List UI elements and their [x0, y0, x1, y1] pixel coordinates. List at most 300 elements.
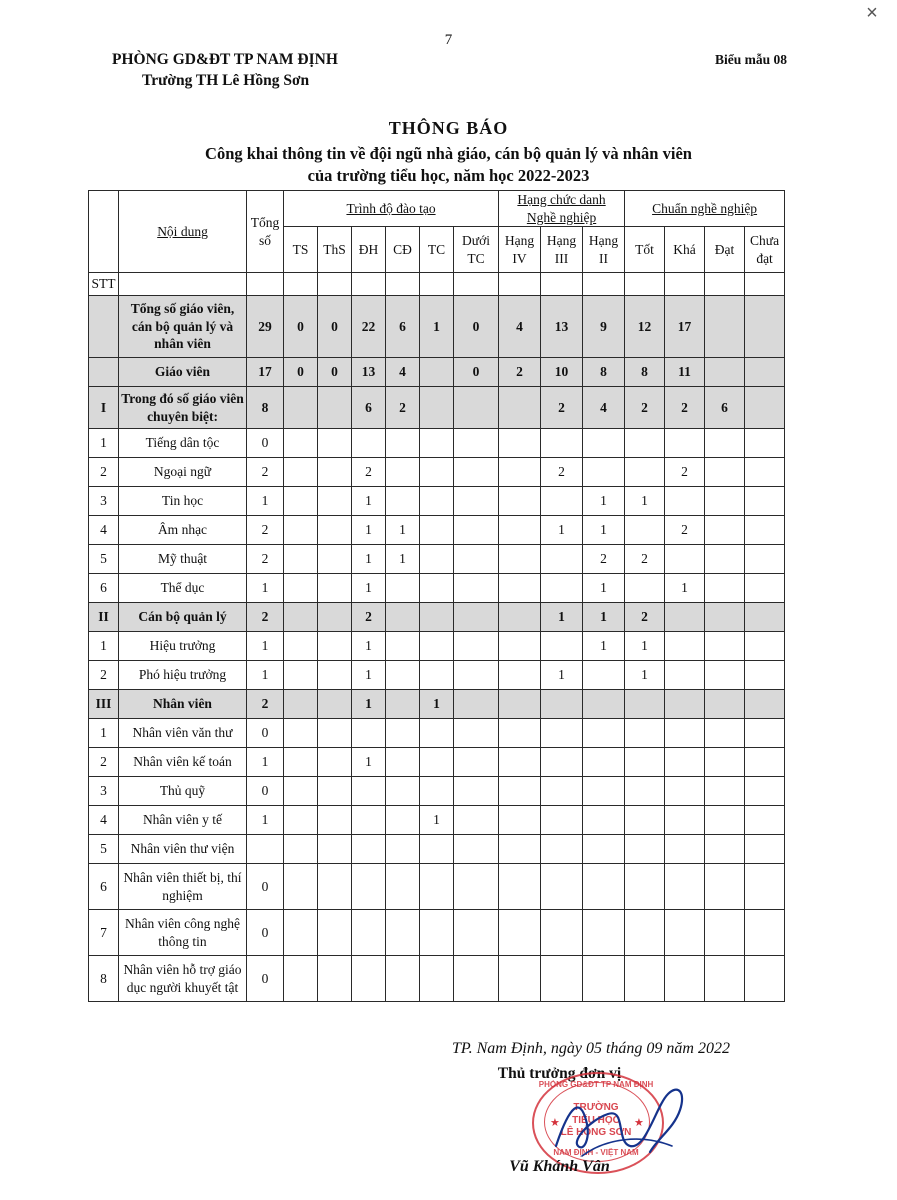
- header-spacer-chuadat: [745, 273, 785, 296]
- page-number: 7: [444, 32, 453, 48]
- cell-hang3: 1: [541, 661, 583, 690]
- cell-kha: [665, 545, 705, 574]
- table-row: [89, 777, 785, 806]
- cell-noidung: Nhân viên: [119, 690, 247, 719]
- header-cell-chuannghe: Chuẩn nghề nghiệp: [625, 191, 785, 227]
- cell-kha: [665, 910, 705, 956]
- page-subtitle: [0, 143, 897, 188]
- cell-ts: [284, 545, 318, 574]
- cell-ts: [284, 719, 318, 748]
- cell-kha: 1: [665, 574, 705, 603]
- cell-duoitc: [454, 632, 499, 661]
- cell-cd: [386, 777, 420, 806]
- header-spacer-tot: [625, 273, 665, 296]
- cell-tot: 12: [625, 296, 665, 358]
- cell-cd: 1: [386, 545, 420, 574]
- cell-ts: [284, 387, 318, 429]
- cell-hang2: 2: [583, 545, 625, 574]
- cell-tongso: 1: [247, 487, 284, 516]
- cell-dh: [352, 956, 386, 1002]
- cell-duoitc: [454, 719, 499, 748]
- cell-ths: [318, 748, 352, 777]
- cell-kha: [665, 603, 705, 632]
- cell-stt: 2: [89, 458, 119, 487]
- table-row: [89, 358, 785, 387]
- header-cell-stt: STT: [89, 273, 119, 296]
- cell-hang4: [499, 719, 541, 748]
- cell-stt: 7: [89, 910, 119, 956]
- cell-tc: [420, 358, 454, 387]
- cell-hang3: 2: [541, 458, 583, 487]
- cell-stt: I: [89, 387, 119, 429]
- cell-dat: [705, 429, 745, 458]
- cell-stt: 5: [89, 545, 119, 574]
- cell-stt: 1: [89, 632, 119, 661]
- cell-hang4: [499, 661, 541, 690]
- organization-header: [112, 50, 338, 92]
- cell-chuadat: [745, 719, 785, 748]
- cell-tot: 1: [625, 487, 665, 516]
- cell-tongso: 1: [247, 806, 284, 835]
- cell-dat: [705, 910, 745, 956]
- cell-hang3: [541, 777, 583, 806]
- cell-kha: [665, 864, 705, 910]
- cell-dat: [705, 835, 745, 864]
- cell-tongso: 2: [247, 690, 284, 719]
- cell-dat: [705, 748, 745, 777]
- cell-hang2: [583, 748, 625, 777]
- table-row: [89, 748, 785, 777]
- table-row: [89, 603, 785, 632]
- table-row: [89, 719, 785, 748]
- cell-hang2: 4: [583, 387, 625, 429]
- cell-hang4: [499, 458, 541, 487]
- cell-hang3: [541, 748, 583, 777]
- table-row: [89, 864, 785, 910]
- cell-tot: [625, 748, 665, 777]
- cell-tc: [420, 487, 454, 516]
- cell-ths: 0: [318, 296, 352, 358]
- cell-duoitc: 0: [454, 296, 499, 358]
- header-spacer-dh: [352, 273, 386, 296]
- cell-hang2: 1: [583, 603, 625, 632]
- cell-ts: [284, 956, 318, 1002]
- stamp-center-line-1: TRƯỜNG: [573, 1102, 619, 1113]
- cell-ths: [318, 661, 352, 690]
- header-spacer-ths: [318, 273, 352, 296]
- cell-hang2: [583, 910, 625, 956]
- signatory-role: Thủ trưởng đơn vị: [497, 1065, 622, 1082]
- cell-hang4: [499, 574, 541, 603]
- cell-hang2: 9: [583, 296, 625, 358]
- cell-ths: [318, 458, 352, 487]
- cell-tot: [625, 429, 665, 458]
- cell-chuadat: [745, 603, 785, 632]
- table-row: [89, 429, 785, 458]
- cell-tongso: 1: [247, 632, 284, 661]
- cell-cd: [386, 864, 420, 910]
- header-cell-hang3: Hạng III: [541, 227, 583, 273]
- cell-ts: 0: [284, 358, 318, 387]
- close-icon[interactable]: ×: [866, 2, 878, 24]
- cell-dh: 22: [352, 296, 386, 358]
- cell-ts: [284, 574, 318, 603]
- cell-ths: [318, 777, 352, 806]
- cell-tongso: 1: [247, 661, 284, 690]
- cell-stt: 3: [89, 487, 119, 516]
- cell-noidung: Thủ quỹ: [119, 777, 247, 806]
- cell-tot: 2: [625, 387, 665, 429]
- cell-tongso: 2: [247, 545, 284, 574]
- cell-hang3: [541, 719, 583, 748]
- table-row: [89, 458, 785, 487]
- cell-hang2: 1: [583, 487, 625, 516]
- cell-hang3: [541, 864, 583, 910]
- cell-chuadat: [745, 910, 785, 956]
- cell-hang4: 2: [499, 358, 541, 387]
- cell-ts: [284, 458, 318, 487]
- cell-kha: [665, 835, 705, 864]
- cell-tc: [420, 835, 454, 864]
- cell-tc: 1: [420, 690, 454, 719]
- cell-ts: [284, 748, 318, 777]
- cell-ths: [318, 487, 352, 516]
- table-row: [89, 516, 785, 545]
- cell-stt: 1: [89, 429, 119, 458]
- cell-ths: [318, 632, 352, 661]
- cell-hang2: [583, 429, 625, 458]
- cell-ts: [284, 632, 318, 661]
- cell-hang3: [541, 910, 583, 956]
- cell-stt: 2: [89, 748, 119, 777]
- cell-tc: 1: [420, 806, 454, 835]
- cell-ths: [318, 690, 352, 719]
- cell-dat: [705, 632, 745, 661]
- cell-tongso: 2: [247, 516, 284, 545]
- cell-cd: [386, 910, 420, 956]
- cell-chuadat: [745, 632, 785, 661]
- cell-cd: 2: [386, 387, 420, 429]
- cell-stt: 8: [89, 956, 119, 1002]
- header-cell-kha: Khá: [665, 227, 705, 273]
- table-row: [89, 690, 785, 719]
- cell-ths: [318, 910, 352, 956]
- cell-tongso: 0: [247, 777, 284, 806]
- cell-duoitc: [454, 574, 499, 603]
- cell-kha: [665, 806, 705, 835]
- cell-tot: 2: [625, 603, 665, 632]
- cell-tc: [420, 956, 454, 1002]
- page-subtitle-line-2: của trường tiểu học, năm học 2022-2023: [307, 166, 590, 186]
- cell-hang4: [499, 632, 541, 661]
- cell-hang2: [583, 806, 625, 835]
- cell-hang2: 8: [583, 358, 625, 387]
- cell-tc: [420, 910, 454, 956]
- cell-hang3: [541, 487, 583, 516]
- cell-hang2: [583, 835, 625, 864]
- cell-tc: [420, 777, 454, 806]
- cell-duoitc: [454, 835, 499, 864]
- cell-stt: [89, 358, 119, 387]
- cell-dh: [352, 835, 386, 864]
- cell-chuadat: [745, 296, 785, 358]
- title-block: [0, 118, 897, 188]
- cell-tongso: 0: [247, 429, 284, 458]
- cell-ts: [284, 777, 318, 806]
- cell-tongso: 8: [247, 387, 284, 429]
- cell-noidung: Giáo viên: [119, 358, 247, 387]
- stamp-center-line-2: TIỂU HỌC: [572, 1114, 620, 1126]
- cell-dh: 1: [352, 748, 386, 777]
- cell-noidung: Thể dục: [119, 574, 247, 603]
- cell-noidung: Nhân viên hỗ trợ giáo dục người khuyết tật: [119, 956, 247, 1002]
- cell-cd: [386, 719, 420, 748]
- cell-dat: 6: [705, 387, 745, 429]
- cell-stt: 6: [89, 574, 119, 603]
- table-row: [89, 574, 785, 603]
- cell-duoitc: [454, 690, 499, 719]
- cell-hang4: [499, 429, 541, 458]
- cell-duoitc: [454, 429, 499, 458]
- cell-cd: [386, 748, 420, 777]
- page-title: THÔNG BÁO: [388, 118, 509, 138]
- cell-noidung: Nhân viên công nghệ thông tin: [119, 910, 247, 956]
- cell-ths: [318, 719, 352, 748]
- signature-date: TP. Nam Định, ngày 05 tháng 09 năm 2022: [452, 1040, 730, 1057]
- cell-kha: [665, 719, 705, 748]
- header-spacer-tongso: [247, 273, 284, 296]
- cell-tongso: 0: [247, 719, 284, 748]
- cell-ths: [318, 806, 352, 835]
- cell-chuadat: [745, 777, 785, 806]
- cell-hang3: 2: [541, 387, 583, 429]
- cell-hang4: [499, 387, 541, 429]
- cell-ts: [284, 806, 318, 835]
- cell-tc: [420, 719, 454, 748]
- stamp-star-right-icon: ★: [634, 1117, 644, 1129]
- cell-duoitc: [454, 864, 499, 910]
- cell-tc: [420, 632, 454, 661]
- stamp-bottom-text: NAM ĐỊNH - VIỆT NAM: [553, 1148, 639, 1157]
- header-cell-cd: CĐ: [386, 227, 420, 273]
- cell-kha: 2: [665, 387, 705, 429]
- cell-cd: 1: [386, 516, 420, 545]
- organization-line-1: PHÒNG GD&ĐT TP NAM ĐỊNH: [112, 51, 338, 68]
- cell-duoitc: [454, 516, 499, 545]
- cell-duoitc: 0: [454, 358, 499, 387]
- cell-cd: 6: [386, 296, 420, 358]
- cell-kha: [665, 777, 705, 806]
- cell-chuadat: [745, 516, 785, 545]
- cell-hang4: [499, 487, 541, 516]
- cell-ts: [284, 487, 318, 516]
- cell-hang2: 1: [583, 632, 625, 661]
- header-spacer-dat: [705, 273, 745, 296]
- cell-tc: [420, 864, 454, 910]
- cell-chuadat: [745, 458, 785, 487]
- cell-chuadat: [745, 545, 785, 574]
- cell-noidung: Cán bộ quản lý: [119, 603, 247, 632]
- cell-stt: 3: [89, 777, 119, 806]
- cell-stt: 5: [89, 835, 119, 864]
- cell-dat: [705, 545, 745, 574]
- cell-ts: [284, 835, 318, 864]
- cell-dh: 1: [352, 545, 386, 574]
- cell-cd: [386, 603, 420, 632]
- cell-stt: [89, 296, 119, 358]
- cell-tc: [420, 458, 454, 487]
- cell-hang4: [499, 956, 541, 1002]
- cell-hang4: [499, 545, 541, 574]
- header-cell-trinhdo: Trình độ đào tạo: [284, 191, 499, 227]
- cell-tc: [420, 545, 454, 574]
- table-header-group-row: [89, 191, 785, 227]
- header-spacer-noidung: [119, 273, 247, 296]
- cell-chuadat: [745, 429, 785, 458]
- cell-ths: [318, 429, 352, 458]
- cell-noidung: Trong đó số giáo viên chuyên biệt:: [119, 387, 247, 429]
- cell-dh: 1: [352, 516, 386, 545]
- cell-duoitc: [454, 387, 499, 429]
- cell-chuadat: [745, 358, 785, 387]
- cell-dh: [352, 719, 386, 748]
- cell-tot: [625, 777, 665, 806]
- cell-dat: [705, 487, 745, 516]
- stamp-star-left-icon: ★: [550, 1117, 560, 1129]
- cell-hang3: [541, 429, 583, 458]
- cell-cd: [386, 458, 420, 487]
- cell-ts: [284, 690, 318, 719]
- cell-chuadat: [745, 864, 785, 910]
- cell-dh: 13: [352, 358, 386, 387]
- cell-kha: [665, 956, 705, 1002]
- cell-hang4: 4: [499, 296, 541, 358]
- cell-tot: [625, 516, 665, 545]
- cell-tc: [420, 748, 454, 777]
- cell-hang3: [541, 956, 583, 1002]
- cell-noidung: Nhân viên văn thư: [119, 719, 247, 748]
- organization-line-2: Trường TH Lê Hồng Sơn: [142, 71, 310, 89]
- header-spacer-hang3: [541, 273, 583, 296]
- cell-stt: 4: [89, 516, 119, 545]
- cell-tc: [420, 429, 454, 458]
- cell-tongso: 29: [247, 296, 284, 358]
- cell-hang2: [583, 777, 625, 806]
- cell-tot: [625, 458, 665, 487]
- cell-tc: [420, 574, 454, 603]
- header-spacer-kha: [665, 273, 705, 296]
- cell-noidung: Âm nhạc: [119, 516, 247, 545]
- cell-kha: [665, 748, 705, 777]
- cell-ts: [284, 429, 318, 458]
- cell-tc: [420, 387, 454, 429]
- cell-kha: 17: [665, 296, 705, 358]
- cell-duoitc: [454, 806, 499, 835]
- cell-duoitc: [454, 545, 499, 574]
- cell-tongso: 1: [247, 748, 284, 777]
- cell-dat: [705, 956, 745, 1002]
- cell-tongso: 0: [247, 864, 284, 910]
- cell-hang4: [499, 835, 541, 864]
- cell-tot: 8: [625, 358, 665, 387]
- header-stt-row: [89, 273, 785, 296]
- cell-duoitc: [454, 777, 499, 806]
- cell-tot: 1: [625, 661, 665, 690]
- cell-chuadat: [745, 574, 785, 603]
- cell-hang3: 10: [541, 358, 583, 387]
- cell-duoitc: [454, 748, 499, 777]
- cell-duoitc: [454, 661, 499, 690]
- cell-dh: 1: [352, 661, 386, 690]
- cell-dat: [705, 458, 745, 487]
- cell-hang4: [499, 748, 541, 777]
- header-cell-hang4: Hạng IV: [499, 227, 541, 273]
- cell-noidung: Phó hiệu trưởng: [119, 661, 247, 690]
- table-body: [89, 296, 785, 1002]
- header-cell-dh: ĐH: [352, 227, 386, 273]
- cell-stt: III: [89, 690, 119, 719]
- cell-tongso: 2: [247, 603, 284, 632]
- cell-ths: [318, 864, 352, 910]
- header-spacer-duoitc: [454, 273, 499, 296]
- cell-noidung: Nhân viên y tế: [119, 806, 247, 835]
- header-cell-tc: TC: [420, 227, 454, 273]
- cell-chuadat: [745, 661, 785, 690]
- table-row: [89, 545, 785, 574]
- cell-dat: [705, 690, 745, 719]
- header-cell-ts: TS: [284, 227, 318, 273]
- cell-dat: [705, 574, 745, 603]
- table-row: [89, 910, 785, 956]
- cell-hang4: [499, 910, 541, 956]
- cell-dh: 6: [352, 387, 386, 429]
- cell-dh: 1: [352, 574, 386, 603]
- cell-hang2: [583, 864, 625, 910]
- cell-ths: [318, 603, 352, 632]
- header-spacer-hang2: [583, 273, 625, 296]
- cell-noidung: Hiệu trưởng: [119, 632, 247, 661]
- cell-stt: II: [89, 603, 119, 632]
- cell-dh: 1: [352, 487, 386, 516]
- header-cell-ths: ThS: [318, 227, 352, 273]
- cell-dh: 1: [352, 632, 386, 661]
- header-spacer-hang4: [499, 273, 541, 296]
- cell-tot: [625, 806, 665, 835]
- cell-noidung: Tiếng dân tộc: [119, 429, 247, 458]
- cell-noidung: Nhân viên kế toán: [119, 748, 247, 777]
- cell-hang4: [499, 777, 541, 806]
- page-subtitle-line-1: Công khai thông tin về đội ngũ nhà giáo, cán bộ quản lý và nhân viên: [205, 144, 692, 163]
- cell-ths: [318, 545, 352, 574]
- header-cell-tot: Tốt: [625, 227, 665, 273]
- cell-dat: [705, 777, 745, 806]
- cell-hang2: [583, 956, 625, 1002]
- cell-noidung: Nhân viên thư viện: [119, 835, 247, 864]
- cell-noidung: Tổng số giáo viên, cán bộ quản lý và nhân viên: [119, 296, 247, 358]
- cell-tongso: 0: [247, 910, 284, 956]
- cell-dh: [352, 777, 386, 806]
- cell-tongso: 17: [247, 358, 284, 387]
- header-spacer-cd: [386, 273, 420, 296]
- cell-noidung: Tin học: [119, 487, 247, 516]
- stamp-top-text: PHÒNG GD&ĐT TP NAM ĐỊNH: [538, 1080, 654, 1089]
- cell-hang3: 13: [541, 296, 583, 358]
- cell-dh: [352, 429, 386, 458]
- cell-hang4: [499, 516, 541, 545]
- cell-ths: [318, 956, 352, 1002]
- cell-dh: [352, 806, 386, 835]
- cell-dh: [352, 864, 386, 910]
